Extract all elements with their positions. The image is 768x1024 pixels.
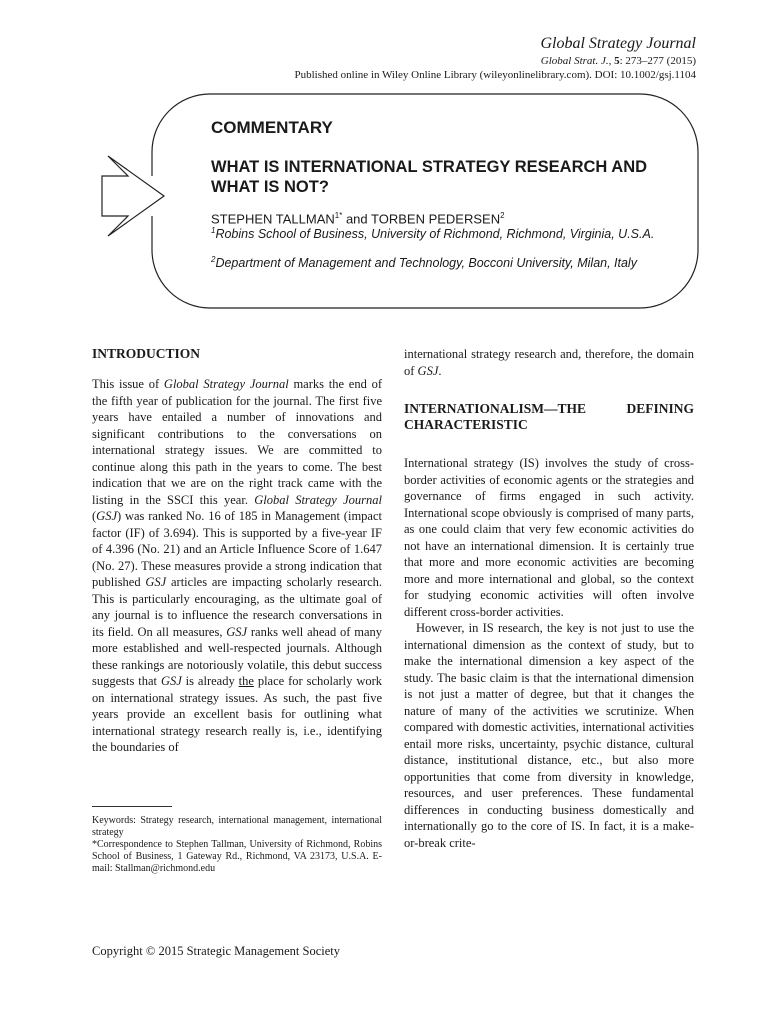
section-label: COMMENTARY: [211, 118, 333, 137]
title-frame-outline: [92, 92, 702, 310]
journal-abbrev-italic: GSJ: [160, 674, 182, 688]
journal-abbrev-italic: GSJ: [226, 624, 248, 639]
is-research-paragraph: However, in IS research, the key is not just to use the international dimension as the context of study, but to make the international dimension a key aspect of the study. The basic claim is that the international dimension is not just a matter of degree, but that it changes the nature of many of the activities we scrutinize. When compared with domestic activities, international activities entail more risks, uncertainty, psychic distance, cultural distance, institutional distance, etc., but also more opportunities that come from diversity in knowledge, resources, and user preferences. These fundamental differences in conducting business domestically and internationally go to the core of IS. In fact, it is a make-or-break crite-: [404, 621, 694, 850]
citation-prefix: Global Strat. J.,: [540, 55, 615, 67]
article-title: WHAT IS INTERNATIONAL STRATEGY RESEARCH AND WHAT IS NOT?: [211, 158, 648, 196]
running-header: [295, 34, 697, 82]
title-frame: [92, 92, 702, 310]
footnotes: [92, 815, 382, 875]
introduction-heading: INTRODUCTION: [92, 346, 201, 361]
citation-volume: 5: [614, 55, 620, 67]
affiliation-1-text: Robins School of Business, University of Richmond, Richmond, Virginia, U.S.A.: [215, 227, 655, 242]
text-run: This issue of: [92, 377, 164, 391]
left-column: [92, 346, 382, 756]
author-1-marks: 1*: [334, 211, 343, 220]
citation-suffix: : 273–277 (2015): [619, 55, 696, 67]
text-run: international strategy research and, therefore, the domain of: [404, 347, 694, 378]
published-line: Published online in Wiley Online Library (wileyonlinelibrary.com). DOI: 10.1002/gsj.1104: [294, 69, 696, 81]
affiliation-2: [211, 253, 671, 270]
author-join: and: [342, 211, 372, 227]
affiliation-1: [211, 224, 671, 241]
introduction-paragraph: [92, 376, 382, 756]
text-run: .: [438, 363, 442, 378]
journal-abbrev-italic: GSJ: [417, 363, 439, 378]
text-run: ranks well ahead of many more established and well-respected journals. Although these rankings are notoriously volatile, this debut success suggests that: [92, 624, 382, 688]
journal-abbrev-italic: GSJ: [145, 575, 167, 589]
keywords-footnote: Keywords: Strategy research, international management, international strategy: [92, 815, 382, 838]
affiliation-2-mark: 2: [211, 255, 216, 264]
text-run: is already: [181, 674, 239, 688]
author-2: TORBEN PEDERSEN: [371, 211, 501, 227]
text-run: articles are impacting scholarly research. This is particularly encouraging, as the ultimate goal of any journal is to influence the research conversations in its field. On all measures,: [92, 575, 382, 639]
is-definition-paragraph: International strategy (IS) involves the study of cross-border activities of economic agents or the strategies and governance of firms engaged in such activity. International scope obviously is comprised of many parts, as one could claim that very few economic activities do not have an international dimension. It is certainly true that more and more economic activities are becoming more and more international and global, so the context for studying economic activities will often involve different cross-border activities.: [404, 456, 694, 619]
right-column: [404, 346, 694, 851]
copyright-notice: Copyright © 2015 Strategic Management Society: [92, 944, 340, 958]
journal-title: Global Strategy Journal: [540, 35, 696, 52]
author-2-mark: 2: [500, 211, 505, 220]
journal-name-italic: Global Strategy Journal: [163, 377, 289, 391]
correspondence-footnote: *Correspondence to Stephen Tallman, University of Richmond, Robins School of Business, 1 Gateway Rd., Richmond, VA 23173, U.S.A. E-mail: Stallman@richmond.edu: [92, 839, 382, 874]
journal-abbrev-italic: GSJ: [96, 509, 117, 523]
journal-name-italic: Global Strategy Journal: [254, 492, 382, 507]
internationalism-heading: INTERNATIONALISM—THE DEFINING CHARACTERISTIC: [404, 401, 694, 432]
text-run: (: [92, 509, 97, 523]
citation-line: [295, 54, 697, 68]
affiliation-1-mark: 1: [211, 226, 216, 235]
author-1: STEPHEN TALLMAN: [211, 211, 335, 227]
continued-paragraph: [404, 346, 694, 379]
text-run: ) was ranked No. 16 of 185 in Management (impact factor (IF) of 3.694). This is supported by a five-year IF of 4.396 (No. 21) and an Article Influence Score of 1.647 (No. 27). These measures provide a strong indication that published: [92, 509, 382, 589]
text-run: marks the end of the fifth year of publication for the journal. The first five years have entailed a number of innovations and significant contributions to the conversations on international strategy issues. We are committed to continue along this path in the years to come. The best indication that we are on the right track came with the listing in the SSCI this year.: [92, 377, 383, 507]
footnote-divider: [92, 806, 172, 807]
underlined-word: the: [238, 674, 254, 688]
affiliation-2-text: Department of Management and Technology, Bocconi University, Milan, Italy: [215, 256, 637, 271]
text-run: place for scholarly work on international strategy issues. As such, the past five years provide an excellent basis for outlining what international strategy research really is, i.e., identifying the boundaries of: [92, 674, 383, 754]
